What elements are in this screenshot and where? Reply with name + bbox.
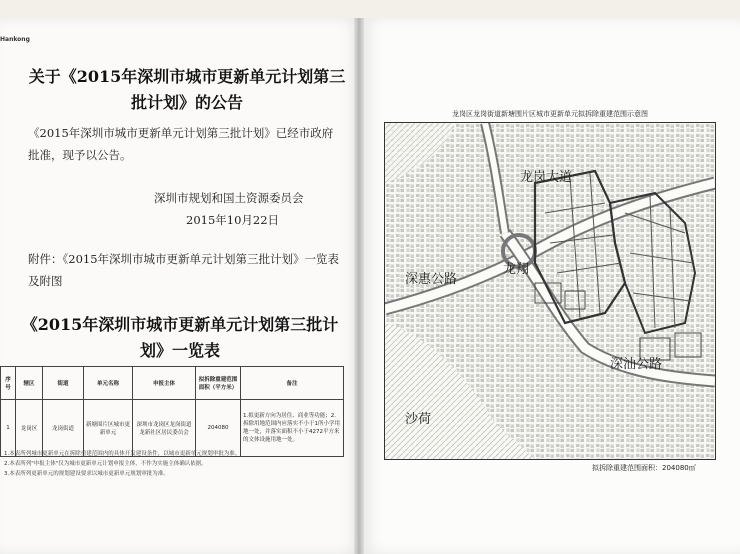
- table-cell: 深圳市龙岗区龙岗街道龙新社区居民委员会: [133, 400, 196, 457]
- table-header: 单元名称: [84, 367, 133, 400]
- notice-body: 《2015年深圳市城市更新单元计划第三批计划》已经市政府批准，现予以公告。: [28, 126, 334, 162]
- road-label: 深惠公路: [405, 272, 458, 287]
- table-cell: 新塘围片区城市更新单元: [84, 400, 133, 457]
- road-label: 沙荷: [405, 412, 432, 427]
- map-drawing: [385, 123, 715, 459]
- table-header: 辖区: [16, 367, 43, 400]
- book-gutter: [354, 18, 364, 554]
- note-item: 2.本表所列"申报主体"仅为城市更新单元计划申报主体，不作为实施主体确认依据。: [4, 461, 207, 467]
- table-cell: 1.拟更新方向为居住、商业等功能；2.拆除用地范围内应落实不小于1所小学用地一处，并落实面积不小于4272平方米的文体设施用地一处。: [241, 400, 344, 457]
- table-header: 街道: [43, 367, 84, 400]
- table-header: 序号: [1, 367, 16, 400]
- map-caption: 拟拆除重建范围面积：204080㎡: [592, 464, 696, 472]
- table-cell: 1: [1, 400, 16, 457]
- table-header-row: [1, 367, 344, 400]
- road-label: 深汕公路: [610, 357, 663, 372]
- table-header: 申报主体: [133, 367, 196, 400]
- list-title: 《2015年深圳市城市更新单元计划第三批计划》一览表: [21, 315, 339, 360]
- attachment-line: 附件：《2015年深圳市城市更新单元计划第三批计划》一览表及附图: [28, 252, 340, 288]
- table-header: 备注: [241, 367, 344, 400]
- road-label: 龙翔: [503, 262, 530, 277]
- table-cell: 龙岗街道: [43, 400, 84, 457]
- site-map: [384, 122, 716, 460]
- table-cell: 204080: [196, 400, 241, 457]
- table-cell: 龙岗区: [16, 400, 43, 457]
- road-label: 龙岗大道: [520, 170, 573, 185]
- plan-table: [0, 366, 344, 457]
- note-item: 3.本表所列更新单元的规划建设要求以城市更新单元规划审批为准。: [4, 471, 169, 477]
- notice-title: 关于《2015年深圳市城市更新单元计划第三批计划》的公告: [28, 67, 346, 112]
- table-row: [1, 400, 344, 457]
- issue-date: 2015年10月22日: [186, 213, 280, 227]
- brand-mark: Hankong: [0, 36, 30, 43]
- table-header: 拟拆除重建范围面积（平方米）: [196, 367, 241, 400]
- signatory: 深圳市规划和国土资源委员会: [154, 191, 304, 205]
- note-item: 1.本表所列城市更新单元在拆除重建范围内的具体开发建设条件，以城市更新单元规划审批为准。: [4, 451, 241, 457]
- map-title: 龙岗区龙岗街道新塘围片区城市更新单元拟拆除重建范围示意图: [452, 110, 648, 118]
- table-notes: [4, 450, 340, 480]
